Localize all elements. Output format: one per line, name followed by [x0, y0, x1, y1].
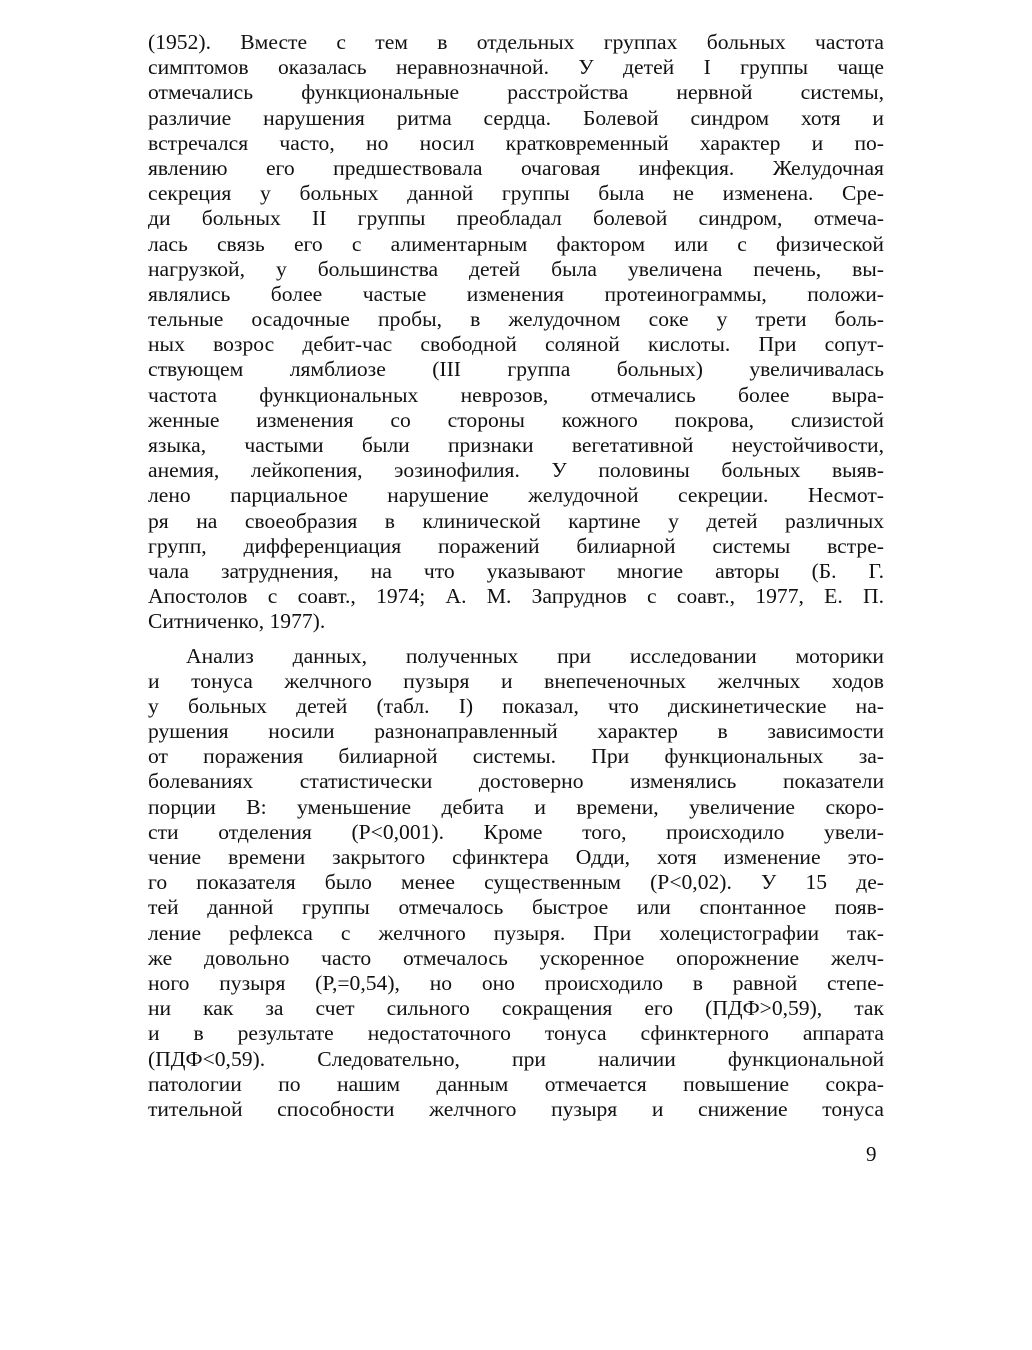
text-line: от поражения билиарной системы. При функциональных за- — [148, 744, 884, 769]
text-line: тей данной группы отмечалось быстрое или спонтанное появ- — [148, 895, 884, 920]
text-line: языка, частыми были признаки вегетативной неустойчивости, — [148, 433, 884, 457]
text-line: ствующем лямблиозе (III группа больных) увеличивалась — [148, 357, 884, 382]
text-line: лено парциальное нарушение желудочной секреции. Несмот- — [148, 483, 884, 508]
text-line: являлись более частые изменения протеинограммы, положи- — [148, 281, 884, 306]
text-line: Анализ данных, полученных при исследовании моторики — [186, 643, 884, 668]
paragraph-spacer — [148, 635, 884, 644]
text-line: ди больных II группы преобладал болевой синдром, отмеча- — [148, 206, 884, 231]
text-line: ление рефлекса с желчного пузыря. При холецистографии так- — [148, 920, 884, 945]
text-line: и в результате недостаточного тонуса сфинктерного аппарата — [148, 1021, 884, 1046]
text-line: рушения носили разнонаправленный характер в зависимости — [148, 719, 884, 744]
text-line: чение времени закрытого сфинктера Одди, хотя изменение это- — [148, 845, 884, 869]
text-line: частота функциональных неврозов, отмечались более выра- — [148, 382, 884, 407]
text-line: явлению его предшествовала очаговая инфекция. Желудочная — [148, 155, 884, 180]
text-line: ных возрос дебит-час свободной соляной кислоты. При сопут- — [148, 332, 884, 357]
text-line: нагрузкой, у большинства детей была увеличена печень, вы- — [148, 256, 884, 281]
text-line: у больных детей (табл. I) показал, что дискинетические на- — [148, 693, 884, 718]
text-line: же довольно часто отмечалось ускоренное опорожнение желч- — [148, 945, 884, 970]
text-line: анемия, лейкопения, эозинофилия. У половины больных выяв- — [148, 458, 884, 483]
text-line: порции В: уменьшение дебита и времени, увеличение скоро- — [148, 794, 884, 819]
text-line: патологии по нашим данным отмечается повышение сокра- — [148, 1071, 884, 1096]
text-line: тительной способности желчного пузыря и снижение тонуса — [148, 1096, 884, 1121]
text-line: тельные осадочные пробы, в желудочном соке у трети боль- — [148, 307, 884, 332]
text-line: секреция у больных данной группы была не изменена. Сре- — [148, 181, 884, 206]
text-line: го показателя было менее существенным (P<0,02). У 15 де- — [148, 870, 884, 895]
text-line: (1952). Вместе с тем в отдельных группах больных частота — [148, 30, 884, 54]
text-line: Ситниченко, 1977). — [148, 609, 326, 634]
text-line: ни как за счет сильного сокращения его (ПДФ>0,59), так — [148, 996, 884, 1021]
paragraph-1 — [148, 30, 884, 635]
text-line: (ПДФ<0,59). Следовательно, при наличии функциональной — [148, 1046, 884, 1071]
text-line: лась связь его с алиментарным фактором или с физической — [148, 231, 884, 256]
text-line: болеваниях статистически достоверно изменялись показатели — [148, 769, 884, 794]
text-line: чала затруднения, на что указывают многие авторы (Б. Г. — [148, 558, 884, 583]
text-line: и тонуса желчного пузыря и внепеченочных желчных ходов — [148, 668, 884, 693]
text-line: Апостолов с соавт., 1974; А. М. Запруднов с соавт., 1977, Е. П. — [148, 584, 884, 609]
text-line: ного пузыря (P,=0,54), но оно происходило в равной степе- — [148, 970, 884, 995]
document-page — [148, 30, 884, 1122]
text-line: симптомов оказалась неравнозначной. У детей I группы чаще — [148, 55, 884, 80]
text-line: женные изменения со стороны кожного покрова, слизистой — [148, 407, 884, 432]
text-line: ря на своеобразия в клинической картине у детей различных — [148, 508, 884, 533]
text-line: различие нарушения ритма сердца. Болевой синдром хотя и — [148, 105, 884, 130]
page-number: 9 — [866, 1142, 877, 1166]
text-line: отмечались функциональные расстройства нервной системы, — [148, 80, 884, 105]
paragraph-2 — [148, 644, 884, 1123]
text-line: сти отделения (P<0,001). Кроме того, происходило увели- — [148, 819, 884, 844]
text-line: встречался часто, но носил кратковременный характер и по- — [148, 130, 884, 155]
text-line: групп, дифференциация поражений билиарной системы встре- — [148, 533, 884, 558]
